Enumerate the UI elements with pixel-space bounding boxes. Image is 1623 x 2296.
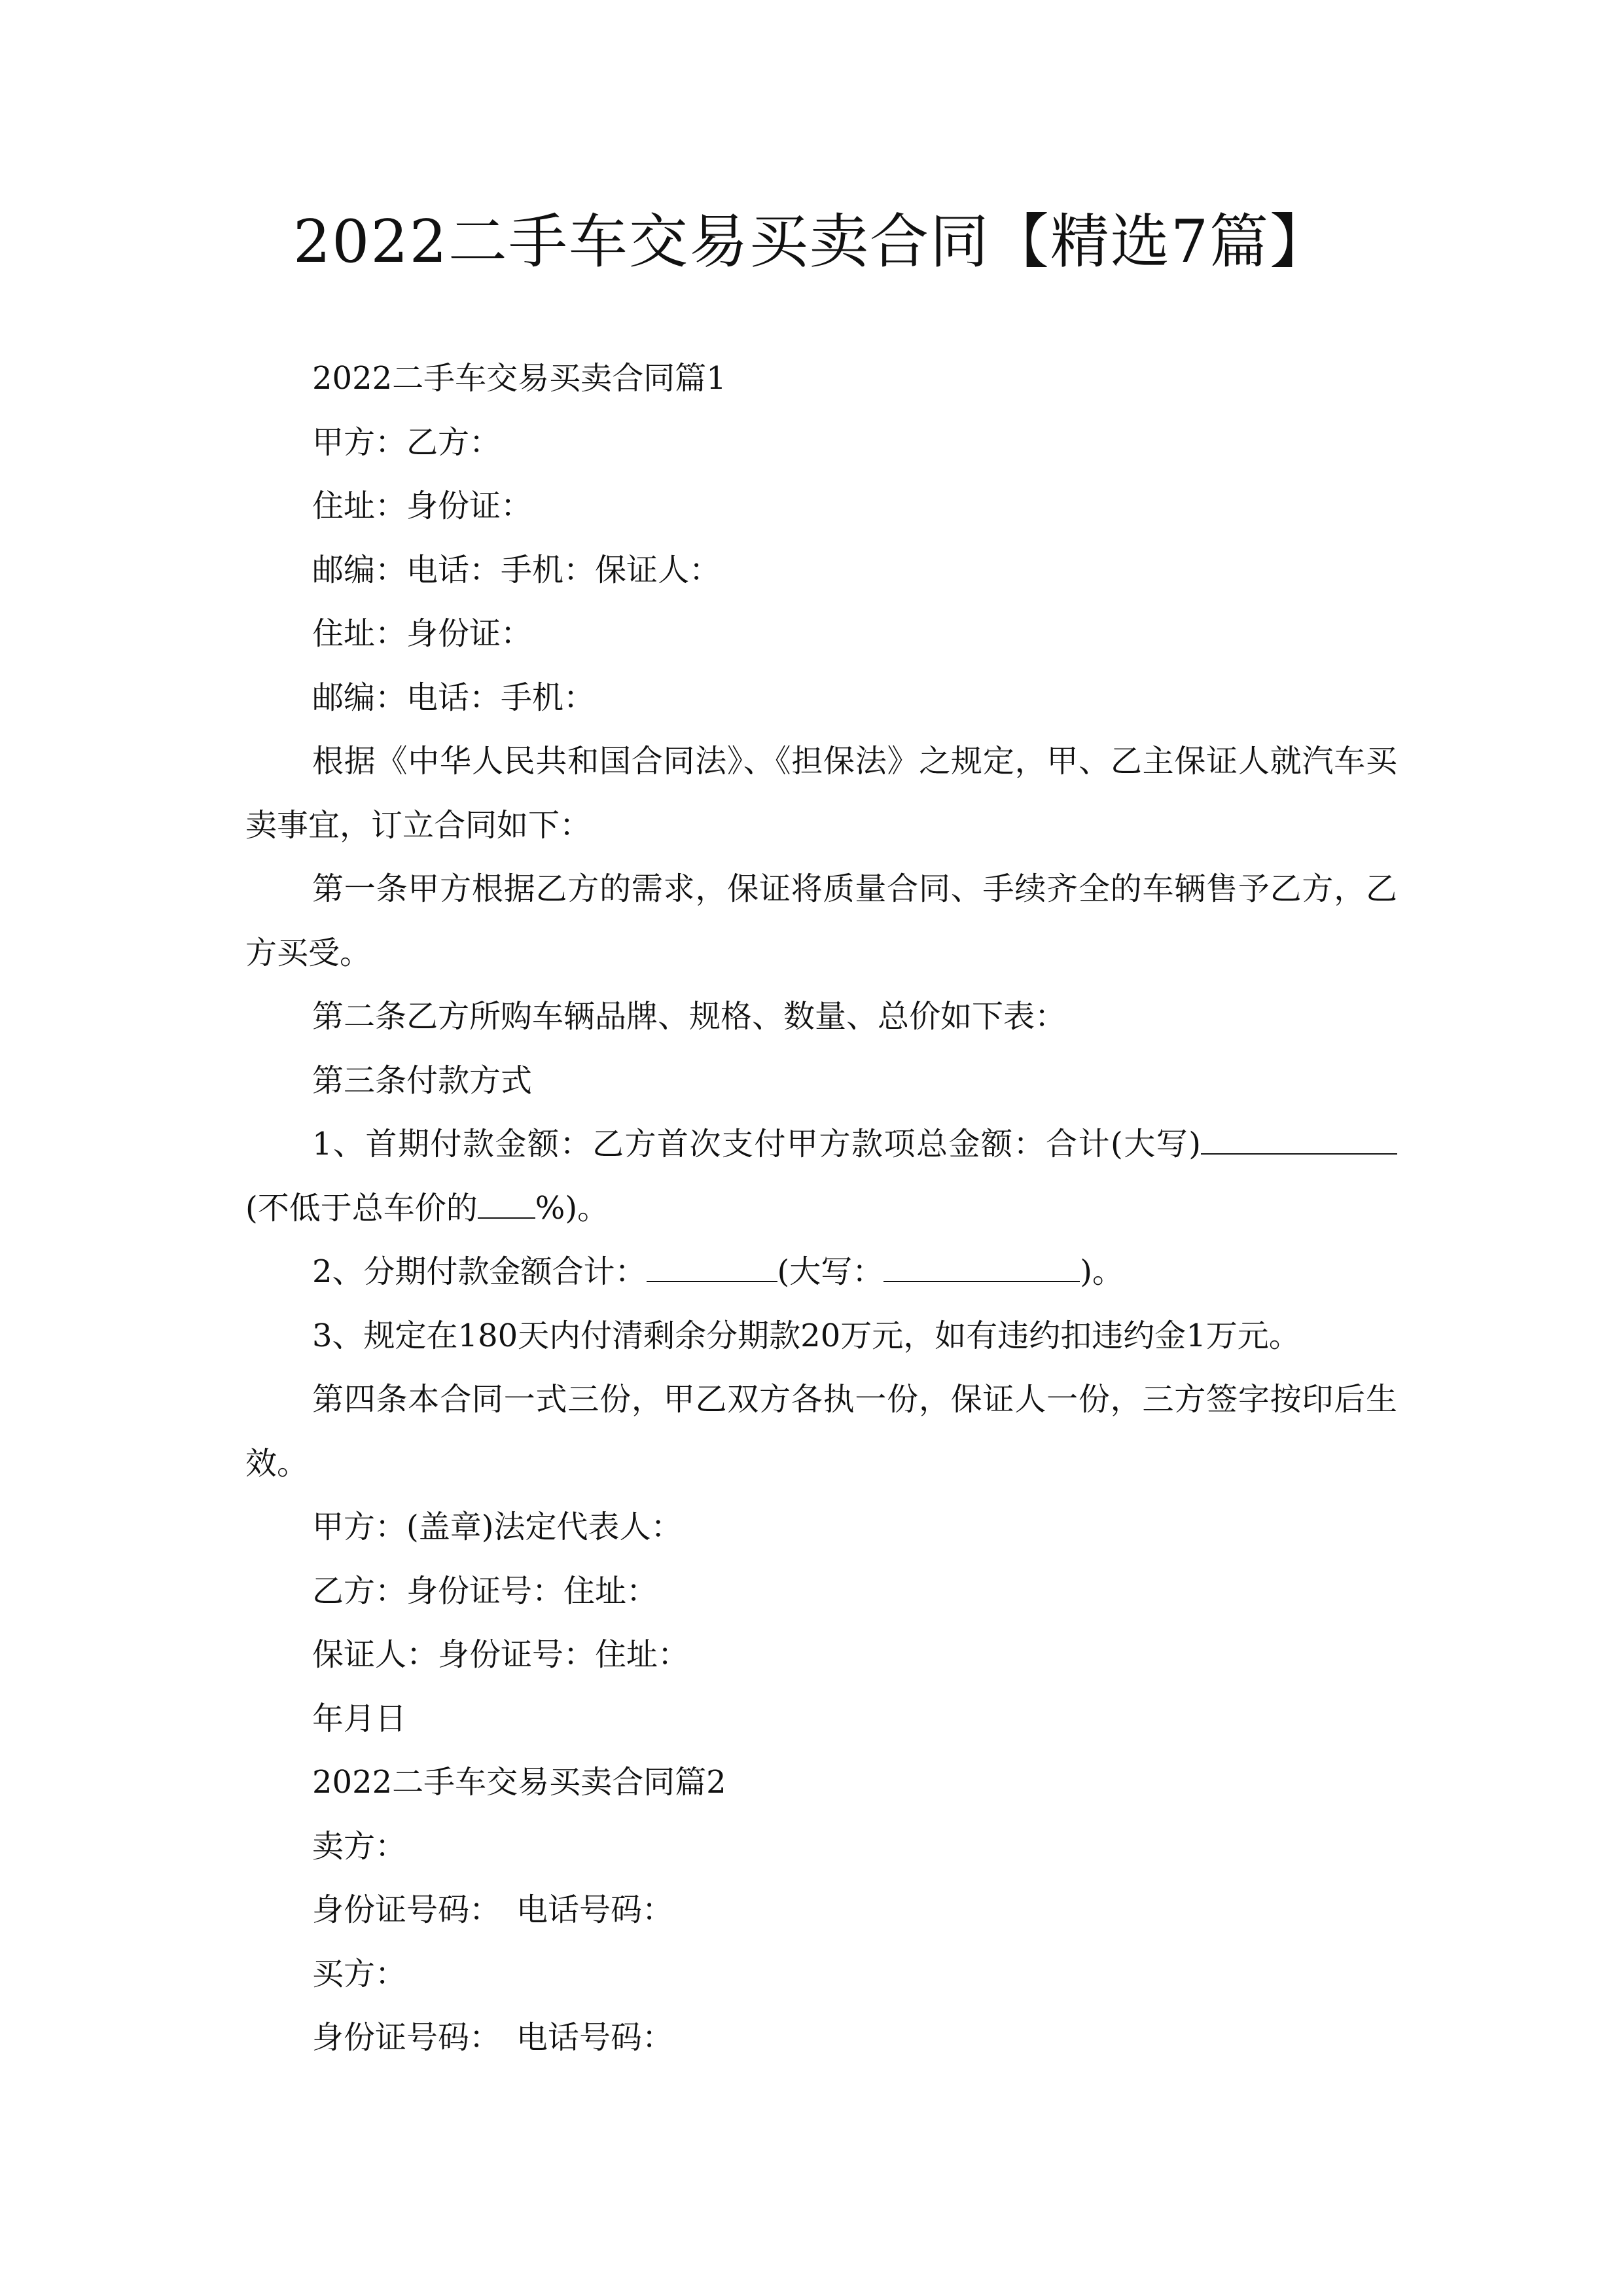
payment-2-prefix: 2、分期付款金额合计：: [312, 1253, 647, 1290]
address-line: 住址：身份证：: [312, 488, 533, 524]
article-3-heading: 第三条付款方式: [312, 1062, 533, 1099]
blank-line: [1201, 1124, 1397, 1155]
address-line: 住址：身份证：: [312, 615, 533, 652]
payment-clause-2: [245, 1240, 1397, 1304]
id-phone-line: 身份证号码： 电话号码：: [312, 2019, 674, 2056]
document-body: [245, 347, 1397, 2070]
date-line: 年月日: [312, 1700, 407, 1737]
signature-line: 乙方：身份证号：住址：: [312, 1572, 658, 1609]
contact-line: 邮编：电话：手机：: [312, 679, 596, 716]
article-4: 第四条本合同一式三份，甲乙双方各执一份，保证人一份，三方签字按印后生效。: [245, 1381, 1397, 1482]
payment-1-middle: (不低于总车价的: [245, 1189, 478, 1227]
party-line: 甲方：乙方：: [312, 423, 501, 461]
article-1: 第一条甲方根据乙方的需求，保证将质量合同、手续齐全的车辆售予乙方，乙方买受。: [245, 870, 1397, 971]
blank-line: [478, 1189, 535, 1219]
payment-2-suffix: )。: [1080, 1253, 1124, 1290]
payment-2-middle: (大写：: [777, 1253, 884, 1290]
section-heading: 2022二手车交易买卖合同篇1: [312, 360, 726, 397]
signature-line: 甲方：(盖章)法定代表人：: [312, 1509, 683, 1545]
contact-line: 邮编：电话：手机：保证人：: [312, 551, 721, 588]
blank-line: [647, 1252, 777, 1282]
article-2: 第二条乙方所购车辆品牌、规格、数量、总价如下表：: [312, 998, 1067, 1035]
payment-1-suffix: %)。: [535, 1189, 609, 1227]
buyer-line: 买方：: [312, 1955, 407, 1992]
seller-line: 卖方：: [312, 1827, 407, 1865]
signature-line: 保证人：身份证号：住址：: [312, 1636, 690, 1673]
document-title: 2022二手车交易买卖合同【精选7篇】: [293, 207, 1330, 276]
blank-line: [883, 1252, 1080, 1282]
payment-clause-3: 3、规定在180天内付清剩余分期款20万元，如有违约扣违约金1万元。: [312, 1317, 1300, 1354]
section-heading: 2022二手车交易买卖合同篇2: [312, 1764, 726, 1801]
id-phone-line: 身份证号码： 电话号码：: [312, 1892, 674, 1928]
payment-clause-1: [245, 1113, 1397, 1240]
payment-1-prefix: 1、首期付款金额：乙方首次支付甲方款项总金额：合计(大写): [312, 1126, 1201, 1162]
preamble-paragraph: 根据《中华人民共和国合同法》、《担保法》之规定，甲、乙主保证人就汽车买卖事宜，订立合同如下：: [245, 743, 1397, 844]
